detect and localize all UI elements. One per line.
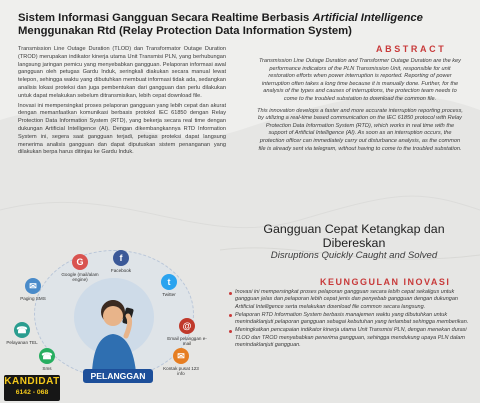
phone-icon: ☎ <box>14 322 30 338</box>
innovation-item: Inovasi ini mempersingkat proses pelaporan gangguan secara lebih cepat sekaligus untuk gangguan jelas dan pelaporan lebih cepat jenis dan penyebab gangguan dengan dukungan Artificial Intelligence serta melakukan download file common secara langsung. <box>228 289 472 311</box>
twitter-node[interactable]: t Twitter <box>148 274 190 297</box>
envelope-icon: ✉ <box>173 348 189 364</box>
innovation-list <box>228 289 472 350</box>
google-icon: G <box>72 254 88 270</box>
candidate-label: KANDIDAT <box>4 376 60 387</box>
abstract-heading: ABSTRACT <box>376 44 447 54</box>
poster-title: Sistem Informasi Gangguan Secara Realtime Berbasis Artificial Intelligence Menggunakan Rtd (Relay Protection Data Information System) <box>18 12 423 37</box>
phone-service-node[interactable]: ☎ Pelayanan TEL <box>4 322 40 345</box>
abstract-text <box>256 58 464 153</box>
innovation-item: Meningkatkan pencapaian indikator kinerja utama Unit Transmisi PLN, dengan menekan durasi TLOD dan TROD menyebabkan penerima gangguan, sehingga mendukung upaya PLN dalam menindaklanjuti gangguan. <box>228 327 472 349</box>
innovation-item: Pelaporan RTD Information System berbasis manajemen waktu yang dibutuhkan untuk menindaklanjuti pelaporan gangguan sebagai kebutuhan yang terlambat sehingga memberikan. <box>228 312 472 327</box>
headline-main: Gangguan Cepat Ketangkap dan Dibereskan <box>263 222 445 250</box>
abstract-paragraph: This innovation develops a faster and more accurate interruption reporting process, by utilizing a real-time based communication on the IEC 61850 protocol with Relay Protection Data Information System (RTD), which works in real time with the support of Artificial Intelligence (AI). As soon as an interruption occurs, the protection officer can immediately carry out disturbance analysis, as the common file is already sent via telegram, without having to come to the troubled substation. <box>257 107 463 152</box>
abstract-paragraph: Transmission Line Outage Duration and Transformer Outage Duration are the key performance indicators of the PLN Transmission Unit, responsible for unit restoration efforts when power interruption is reported. Reporting of power interruption often takes a long time because it is manually done. Further, for the analysis of the types and causes of interruptions, the protection team needs to come to the troubled substation to download the common file. <box>259 58 461 102</box>
customer-label: PELANGGAN <box>83 369 153 383</box>
facebook-node[interactable]: f Facebook <box>106 250 136 273</box>
message-icon: ✉ <box>25 278 41 294</box>
sms-node[interactable]: ☎ Sms <box>34 348 60 371</box>
candidate-number: 6142 - 068 <box>15 389 49 396</box>
email-node[interactable]: @ Email pelanggan e-mail <box>166 318 208 347</box>
innovation-heading: KEUNGGULAN INOVASI <box>320 277 451 287</box>
intro-paragraph: Transmission Line Outage Duration (TLOD) dan Transformator Outage Duration (TROD) merupakan indikator kinerja utama Unit Transmisi PLN, yang berhubungan langsung jaringan pemicu yang menyebabkan gangguan. Pelaporan informasi awal gangguan oleh petugas Gardu Induk, seringkali diakukan secara manual lewat telepon, sehingga waktu yang dibutuhkan membuat informasi tidak ada, sedangkan analisis lokasi proteksi dan juga pembentukan dari gangguan dan perlu dilakukan untuk dapat melakukan sebelum ditransmisikan, lebih cepat download file. <box>18 46 226 99</box>
customer-channels-diagram <box>0 248 228 403</box>
customer-figure-icon <box>86 292 144 372</box>
facebook-icon: f <box>113 250 129 266</box>
candidate-badge <box>4 375 60 401</box>
headline-sub: Disruptions Quickly Caught and Solved <box>270 250 438 261</box>
mobile-icon: ☎ <box>39 348 55 364</box>
headline <box>236 222 472 262</box>
twitter-icon: t <box>161 274 177 290</box>
intro-paragraph: Inovasi ini mempersingkat proses pelaporan gangguan yang lebih cepat dan akurat dengan memanfaatkan komunikasi berbasis protokol IEC 61850 dengan Relay Protection Data Information System (RTD), yang bekerja secara real time dengan dukungan Artificial Intelligence (AI). Dengan dikembangkannya RTD Information System ini, segera saat gangguan terjadi, petugas proteksi dapat langsung menerima analisis gangguan dan dapat diputuskan sistem penanganan yang dilakukan berpa harus ditinjau ke Gardu Induk. <box>18 102 226 156</box>
google-node[interactable]: G Google (mail/alam engine) <box>60 254 100 283</box>
sms-paging-node[interactable]: ✉ Paging SMS <box>18 278 48 301</box>
email-icon: @ <box>179 318 195 334</box>
intro-text <box>18 46 226 157</box>
contact-center-node[interactable]: ✉ Kontak pusat 123 info <box>160 348 202 377</box>
